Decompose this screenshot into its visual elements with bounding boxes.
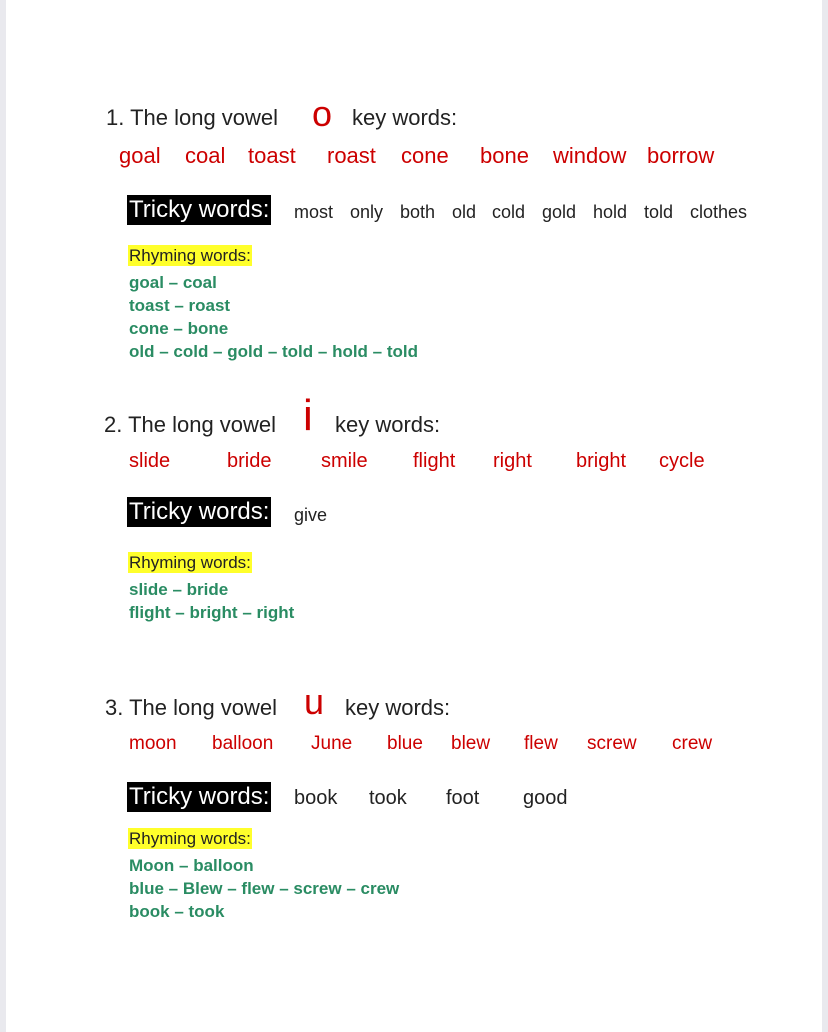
rhyme-line: blue – Blew – flew – screw – crew bbox=[129, 879, 400, 898]
rhyme-line: book – took bbox=[129, 902, 225, 921]
tricky-word: good bbox=[523, 787, 568, 809]
rhyming-words-label: Rhyming words: bbox=[129, 553, 251, 572]
rhyming-words-label: Rhyming words: bbox=[129, 829, 251, 848]
tricky-word: clothes bbox=[690, 202, 748, 222]
key-word: bride bbox=[227, 450, 272, 472]
section-heading-prefix: 1. The long vowel bbox=[106, 105, 279, 130]
tricky-words-label: Tricky words: bbox=[129, 498, 270, 525]
section-vowel: o bbox=[312, 93, 333, 134]
key-word: flight bbox=[413, 450, 456, 472]
key-word: flew bbox=[524, 733, 558, 754]
rhyme-line: toast – roast bbox=[129, 296, 231, 315]
rhyme-line: cone – bone bbox=[129, 319, 229, 338]
rhyme-line: goal – coal bbox=[129, 273, 217, 292]
tricky-word: only bbox=[350, 202, 384, 222]
section-vowel: u bbox=[304, 681, 325, 722]
key-word: blue bbox=[387, 733, 423, 754]
tricky-word: took bbox=[369, 787, 407, 809]
key-word: cycle bbox=[659, 450, 705, 472]
document-page bbox=[6, 0, 822, 1032]
tricky-word: foot bbox=[446, 787, 480, 809]
key-word: bright bbox=[576, 450, 627, 472]
key-word: borrow bbox=[647, 143, 715, 168]
key-word: goal bbox=[119, 143, 161, 168]
tricky-word: gold bbox=[542, 202, 577, 222]
tricky-word: told bbox=[644, 202, 674, 222]
tricky-words-label: Tricky words: bbox=[129, 196, 270, 223]
section-heading-suffix: key words: bbox=[335, 412, 441, 437]
tricky-word: old bbox=[452, 202, 477, 222]
rhyme-line: flight – bright – right bbox=[129, 603, 295, 622]
key-word: right bbox=[493, 450, 532, 472]
key-word: balloon bbox=[212, 733, 274, 754]
key-word: moon bbox=[129, 733, 177, 754]
section-vowel: i bbox=[303, 391, 313, 440]
tricky-word: hold bbox=[593, 202, 628, 222]
key-word: smile bbox=[321, 450, 368, 472]
key-word: crew bbox=[672, 733, 713, 754]
tricky-word: book bbox=[294, 787, 338, 809]
tricky-word: both bbox=[400, 202, 436, 222]
section-heading-prefix: 3. The long vowel bbox=[105, 695, 278, 720]
tricky-word: most bbox=[294, 202, 334, 222]
key-word: roast bbox=[327, 143, 376, 168]
section-heading-suffix: key words: bbox=[352, 105, 458, 130]
rhyme-line: Moon – balloon bbox=[129, 856, 254, 875]
section-heading-prefix: 2. The long vowel bbox=[104, 412, 277, 437]
rhyme-line: old – cold – gold – told – hold – told bbox=[129, 342, 418, 361]
key-word: blew bbox=[451, 733, 491, 754]
key-word: bone bbox=[480, 143, 529, 168]
key-word: toast bbox=[248, 143, 296, 168]
key-word: screw bbox=[587, 733, 637, 754]
tricky-word: give bbox=[294, 505, 328, 525]
key-word: coal bbox=[185, 143, 226, 168]
rhyming-words-label: Rhyming words: bbox=[129, 246, 251, 265]
rhyme-line: slide – bride bbox=[129, 580, 229, 599]
key-word: cone bbox=[401, 143, 449, 168]
section-heading-suffix: key words: bbox=[345, 695, 451, 720]
key-word: slide bbox=[129, 450, 171, 472]
tricky-words-label: Tricky words: bbox=[129, 783, 270, 810]
key-word: June bbox=[311, 733, 353, 754]
tricky-word: cold bbox=[492, 202, 526, 222]
key-word: window bbox=[553, 143, 627, 168]
